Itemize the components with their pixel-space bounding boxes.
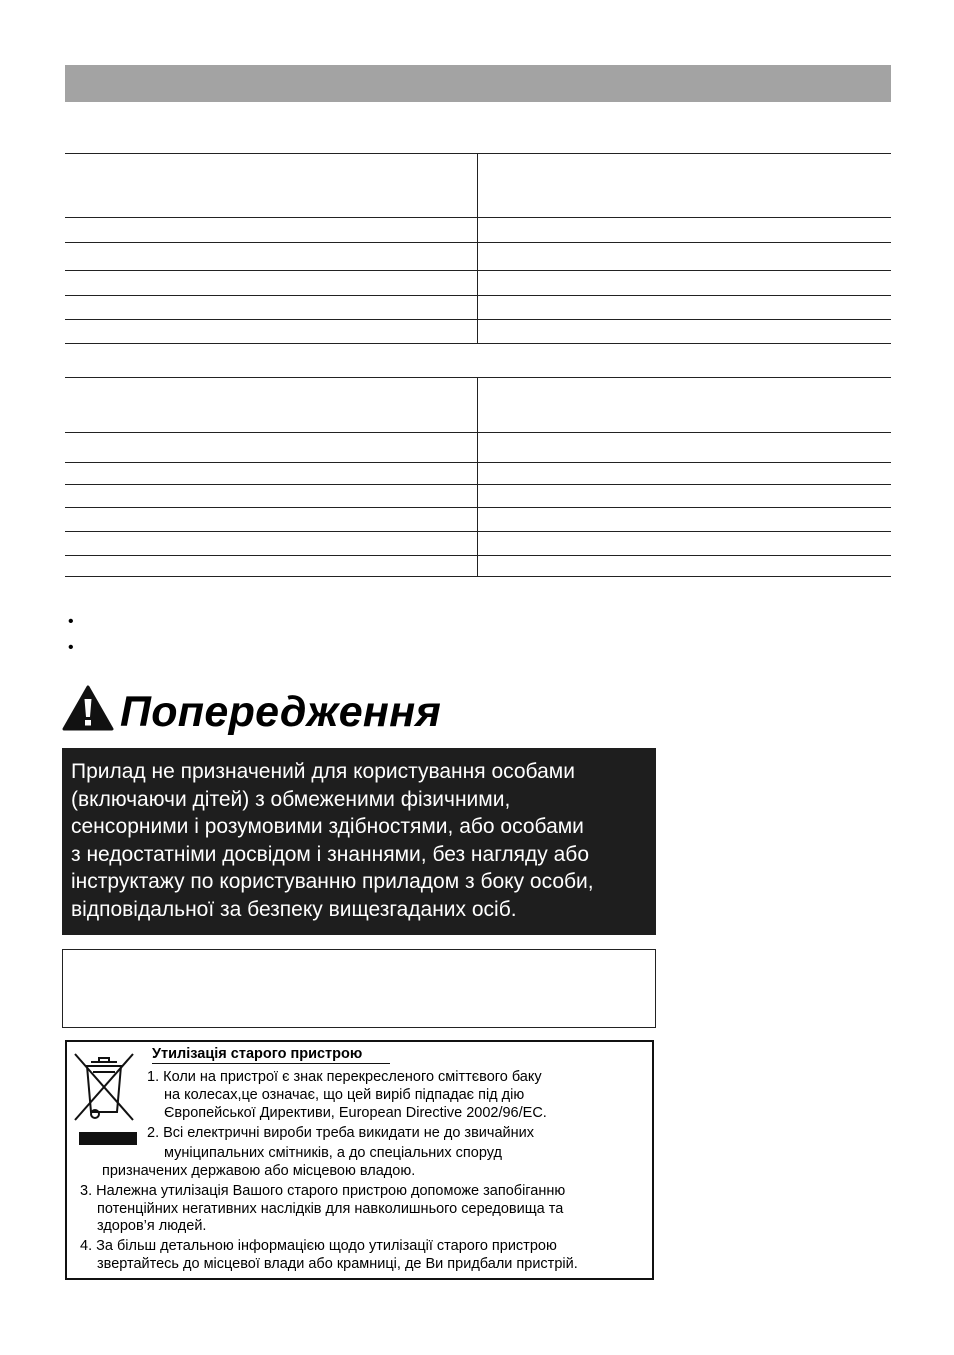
table-cell (478, 463, 892, 485)
disposal-line: 2. Всі електричні вироби треба викидати не до звичайних (147, 1125, 534, 1141)
disposal-line: 1. Коли на пристрої є знак перекресленого сміттєвого баку (147, 1069, 542, 1085)
table-cell (478, 218, 892, 243)
disposal-title: Утилізація старого пристрою (152, 1045, 390, 1064)
warning-line: відповідальної за безпеку вищезгаданих осіб. (71, 897, 517, 921)
table-cell (478, 154, 892, 218)
table-cell (65, 463, 478, 485)
black-bar-marker (79, 1132, 137, 1145)
warning-line: інструктажу по користуванню приладом з боку особи, (71, 870, 594, 893)
disposal-line: призначених державою або місцевою владою. (102, 1163, 416, 1179)
disposal-line: звертайтесь до місцевої влади або крамниці, де Ви придбали пристрій. (97, 1256, 578, 1272)
table-cell (478, 532, 892, 556)
disposal-line: здоров’я людей. (97, 1218, 207, 1234)
table-cell (65, 508, 478, 532)
table-cell (65, 378, 478, 433)
disposal-line: Європейської Директиви, European Directive 2002/96/EC. (164, 1105, 547, 1121)
table-cell (478, 320, 892, 344)
spec-table-1 (65, 153, 891, 344)
table-cell (65, 433, 478, 463)
table-cell (65, 271, 478, 296)
table-cell (65, 485, 478, 508)
warning-line: (включаючи дітей) з обмеженими фізичними, (71, 787, 511, 811)
disposal-line: потенційних негативних наслідків для навколишнього середовища та (97, 1201, 564, 1217)
table-cell (65, 243, 478, 271)
disposal-line: 4. За більш детальною інформацією щодо утилізації старого пристрою (80, 1238, 557, 1254)
table-cell (65, 532, 478, 556)
warning-line: сенсорними і розумовими здібностями, або особами (71, 815, 584, 838)
bullet-point: • (68, 639, 74, 656)
bullet-point: • (68, 613, 74, 630)
table-cell (65, 320, 478, 344)
table-cell (65, 556, 478, 577)
empty-note-box (62, 949, 656, 1028)
table-cell (65, 154, 478, 218)
disposal-notice-box (65, 1040, 654, 1280)
spec-table-2 (65, 377, 891, 577)
warning-text (71, 758, 651, 923)
table-cell (478, 433, 892, 463)
table-cell (478, 378, 892, 433)
table-cell (65, 218, 478, 243)
section-header-bar (65, 65, 891, 102)
warning-line: Прилад не призначений для користування особами (71, 760, 575, 783)
table-cell (478, 243, 892, 271)
warning-triangle-icon (62, 685, 114, 731)
crossed-out-wheelie-bin-icon (71, 1046, 137, 1122)
disposal-line: 3. Належна утилізація Вашого старого пристрою допоможе запобіганню (80, 1183, 566, 1199)
table-cell (478, 556, 892, 577)
warning-title: Попередження (120, 688, 442, 736)
disposal-line: на колесах,це означає, що цей виріб підпадає під дію (164, 1087, 525, 1103)
table-cell (478, 508, 892, 532)
warning-line: з недостатніми досвідом і знаннями, без нагляду або (71, 842, 590, 866)
table-cell (478, 271, 892, 296)
disposal-line: муніципальних смітників, а до спеціальних споруд (164, 1145, 502, 1161)
table-cell (478, 485, 892, 508)
warning-box (62, 748, 656, 935)
table-cell (478, 296, 892, 320)
table-cell (65, 296, 478, 320)
